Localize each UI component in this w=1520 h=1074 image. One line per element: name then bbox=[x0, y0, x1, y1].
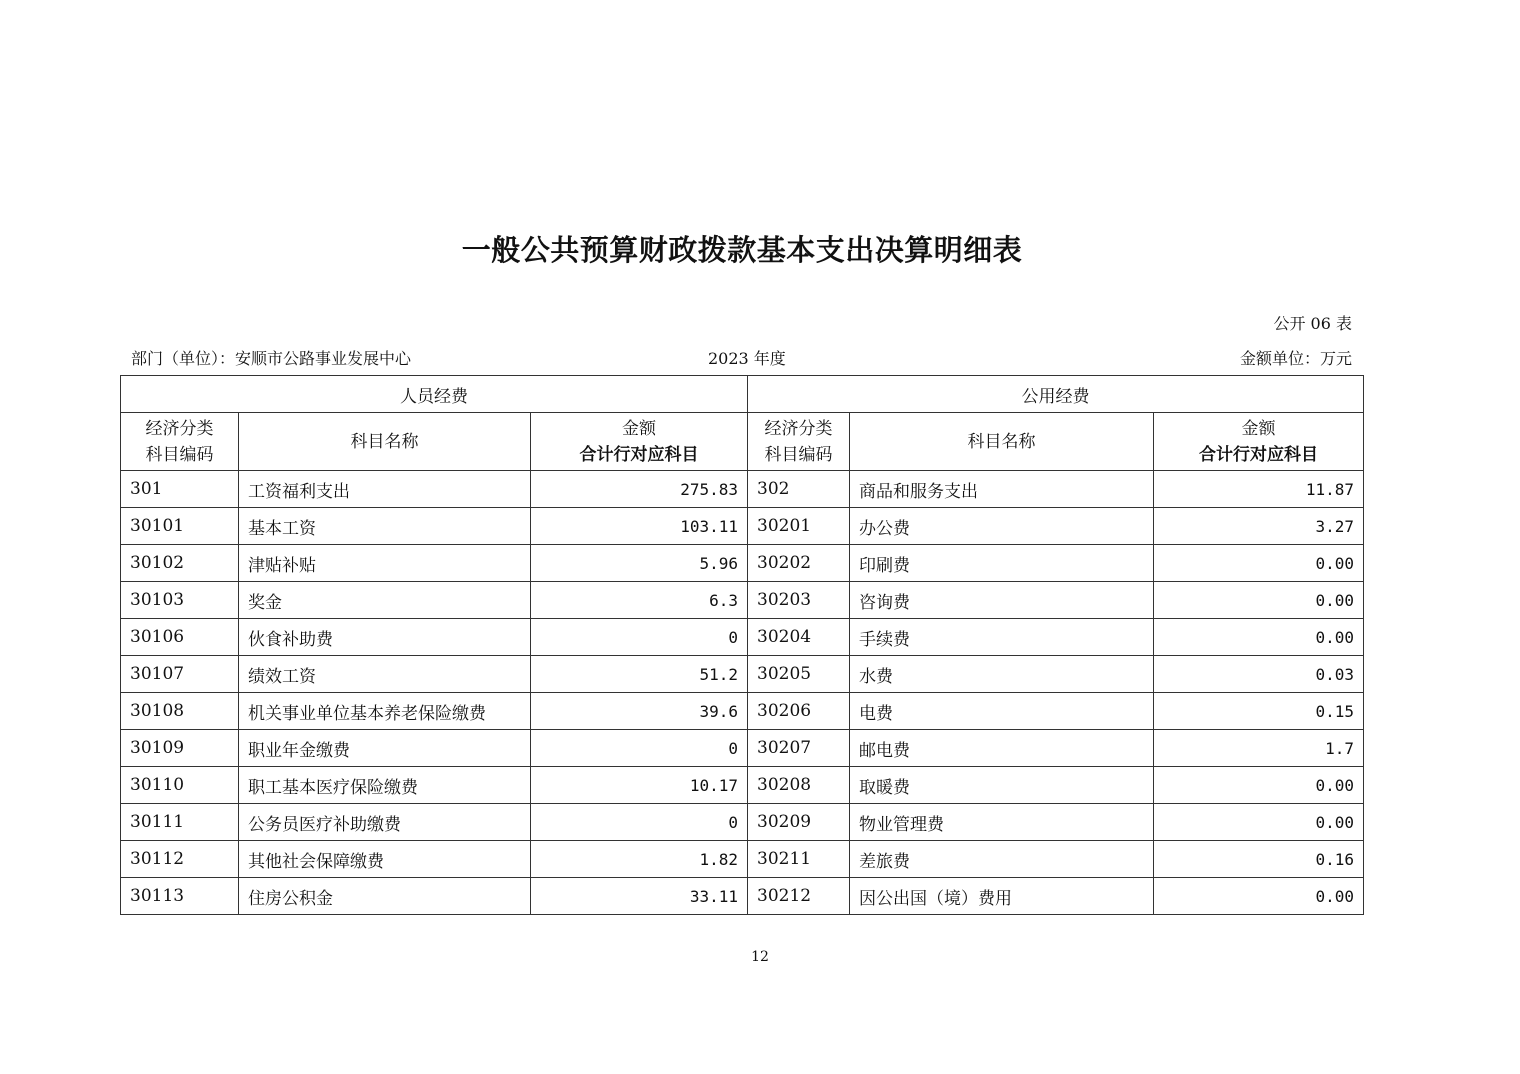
personnel-code: 30103 bbox=[121, 582, 239, 619]
personnel-name: 住房公积金 bbox=[239, 878, 531, 915]
public-name: 商品和服务支出 bbox=[850, 471, 1154, 508]
personnel-amount: 103.11 bbox=[531, 508, 748, 545]
header-amount-line2: 合计行对应科目 bbox=[1199, 444, 1318, 465]
public-code: 30207 bbox=[748, 730, 850, 767]
page-number: 12 bbox=[751, 949, 769, 965]
personnel-code: 30102 bbox=[121, 545, 239, 582]
personnel-name: 津贴补贴 bbox=[239, 545, 531, 582]
personnel-name: 工资福利支出 bbox=[239, 471, 531, 508]
table-row bbox=[121, 730, 1364, 767]
personnel-code: 30107 bbox=[121, 656, 239, 693]
public-code: 30206 bbox=[748, 693, 850, 730]
header-name: 科目名称 bbox=[239, 413, 531, 471]
table-row bbox=[121, 619, 1364, 656]
public-code: 30203 bbox=[748, 582, 850, 619]
personnel-name: 职业年金缴费 bbox=[239, 730, 531, 767]
personnel-name: 其他社会保障缴费 bbox=[239, 841, 531, 878]
header-code bbox=[121, 413, 239, 471]
public-name: 物业管理费 bbox=[850, 804, 1154, 841]
personnel-code: 30106 bbox=[121, 619, 239, 656]
header-amount-line1: 金额 bbox=[622, 418, 656, 439]
public-amount: 0.00 bbox=[1154, 582, 1364, 619]
personnel-amount: 275.83 bbox=[531, 471, 748, 508]
table-row bbox=[121, 693, 1364, 730]
public-name: 差旅费 bbox=[850, 841, 1154, 878]
personnel-amount: 0 bbox=[531, 730, 748, 767]
fiscal-year: 2023 年度 bbox=[708, 349, 786, 368]
public-name: 印刷费 bbox=[850, 545, 1154, 582]
header-code-line2: 科目编码 bbox=[764, 444, 833, 465]
public-amount: 0.15 bbox=[1154, 693, 1364, 730]
public-amount: 0.00 bbox=[1154, 545, 1364, 582]
public-amount: 0.00 bbox=[1154, 767, 1364, 804]
header-amount bbox=[1154, 413, 1364, 471]
public-amount: 1.7 bbox=[1154, 730, 1364, 767]
public-code: 30211 bbox=[748, 841, 850, 878]
table-row bbox=[121, 878, 1364, 915]
table-row bbox=[121, 841, 1364, 878]
public-amount: 0.00 bbox=[1154, 878, 1364, 915]
header-code bbox=[748, 413, 850, 471]
header-amount-line1: 金额 bbox=[1241, 418, 1276, 439]
public-code: 30208 bbox=[748, 767, 850, 804]
personnel-amount: 6.3 bbox=[531, 582, 748, 619]
amount-unit: 金额单位：万元 bbox=[1239, 349, 1352, 368]
personnel-code: 30101 bbox=[121, 508, 239, 545]
personnel-amount: 0 bbox=[531, 619, 748, 656]
header-amount-line2: 合计行对应科目 bbox=[579, 444, 699, 465]
public-name: 邮电费 bbox=[850, 730, 1154, 767]
personnel-code: 30109 bbox=[121, 730, 239, 767]
public-name: 水费 bbox=[850, 656, 1154, 693]
public-name: 咨询费 bbox=[850, 582, 1154, 619]
column-header-row bbox=[121, 413, 1364, 471]
expenditure-table bbox=[120, 375, 1364, 915]
table-row bbox=[121, 656, 1364, 693]
personnel-amount: 0 bbox=[531, 804, 748, 841]
personnel-amount: 39.6 bbox=[531, 693, 748, 730]
header-code-line1: 经济分类 bbox=[145, 418, 214, 439]
personnel-code: 30108 bbox=[121, 693, 239, 730]
header-code-line1: 经济分类 bbox=[764, 418, 833, 439]
section-header-row bbox=[121, 376, 1364, 413]
header-amount bbox=[531, 413, 748, 471]
public-name: 取暖费 bbox=[850, 767, 1154, 804]
personnel-amount: 33.11 bbox=[531, 878, 748, 915]
public-code: 302 bbox=[748, 471, 850, 508]
personnel-code: 30113 bbox=[121, 878, 239, 915]
header-name: 科目名称 bbox=[850, 413, 1154, 471]
personnel-name: 奖金 bbox=[239, 582, 531, 619]
personnel-code: 30112 bbox=[121, 841, 239, 878]
personnel-name: 基本工资 bbox=[239, 508, 531, 545]
personnel-amount: 5.96 bbox=[531, 545, 748, 582]
table-row bbox=[121, 471, 1364, 508]
personnel-code: 30110 bbox=[121, 767, 239, 804]
public-amount: 0.03 bbox=[1154, 656, 1364, 693]
department-label: 部门（单位）：安顺市公路事业发展中心 bbox=[131, 349, 412, 368]
public-code: 30212 bbox=[748, 878, 850, 915]
public-amount: 0.00 bbox=[1154, 619, 1364, 656]
public-code: 30204 bbox=[748, 619, 850, 656]
public-code: 30202 bbox=[748, 545, 850, 582]
page-title: 一般公共预算财政拨款基本支出决算明细表 bbox=[461, 233, 1023, 267]
public-name: 电费 bbox=[850, 693, 1154, 730]
public-code: 30201 bbox=[748, 508, 850, 545]
public-amount: 11.87 bbox=[1154, 471, 1364, 508]
public-name: 办公费 bbox=[850, 508, 1154, 545]
table-row bbox=[121, 582, 1364, 619]
public-code: 30205 bbox=[748, 656, 850, 693]
public-code: 30209 bbox=[748, 804, 850, 841]
personnel-name: 绩效工资 bbox=[239, 656, 531, 693]
public-name: 因公出国（境）费用 bbox=[850, 878, 1154, 915]
public-name: 手续费 bbox=[850, 619, 1154, 656]
public-amount: 0.16 bbox=[1154, 841, 1364, 878]
personnel-name: 伙食补助费 bbox=[239, 619, 531, 656]
personnel-amount: 51.2 bbox=[531, 656, 748, 693]
form-number: 公开 06 表 bbox=[1273, 314, 1352, 333]
table-row bbox=[121, 545, 1364, 582]
personnel-name: 机关事业单位基本养老保险缴费 bbox=[239, 693, 531, 730]
personnel-code: 301 bbox=[121, 471, 239, 508]
personnel-amount: 10.17 bbox=[531, 767, 748, 804]
section-personnel: 人员经费 bbox=[121, 376, 748, 413]
section-public: 公用经费 bbox=[748, 376, 1364, 413]
public-amount: 0.00 bbox=[1154, 804, 1364, 841]
personnel-amount: 1.82 bbox=[531, 841, 748, 878]
personnel-name: 公务员医疗补助缴费 bbox=[239, 804, 531, 841]
table-row bbox=[121, 804, 1364, 841]
table-row bbox=[121, 767, 1364, 804]
personnel-name: 职工基本医疗保险缴费 bbox=[239, 767, 531, 804]
header-code-line2: 科目编码 bbox=[145, 444, 214, 465]
personnel-code: 30111 bbox=[121, 804, 239, 841]
public-amount: 3.27 bbox=[1154, 508, 1364, 545]
table-row bbox=[121, 508, 1364, 545]
